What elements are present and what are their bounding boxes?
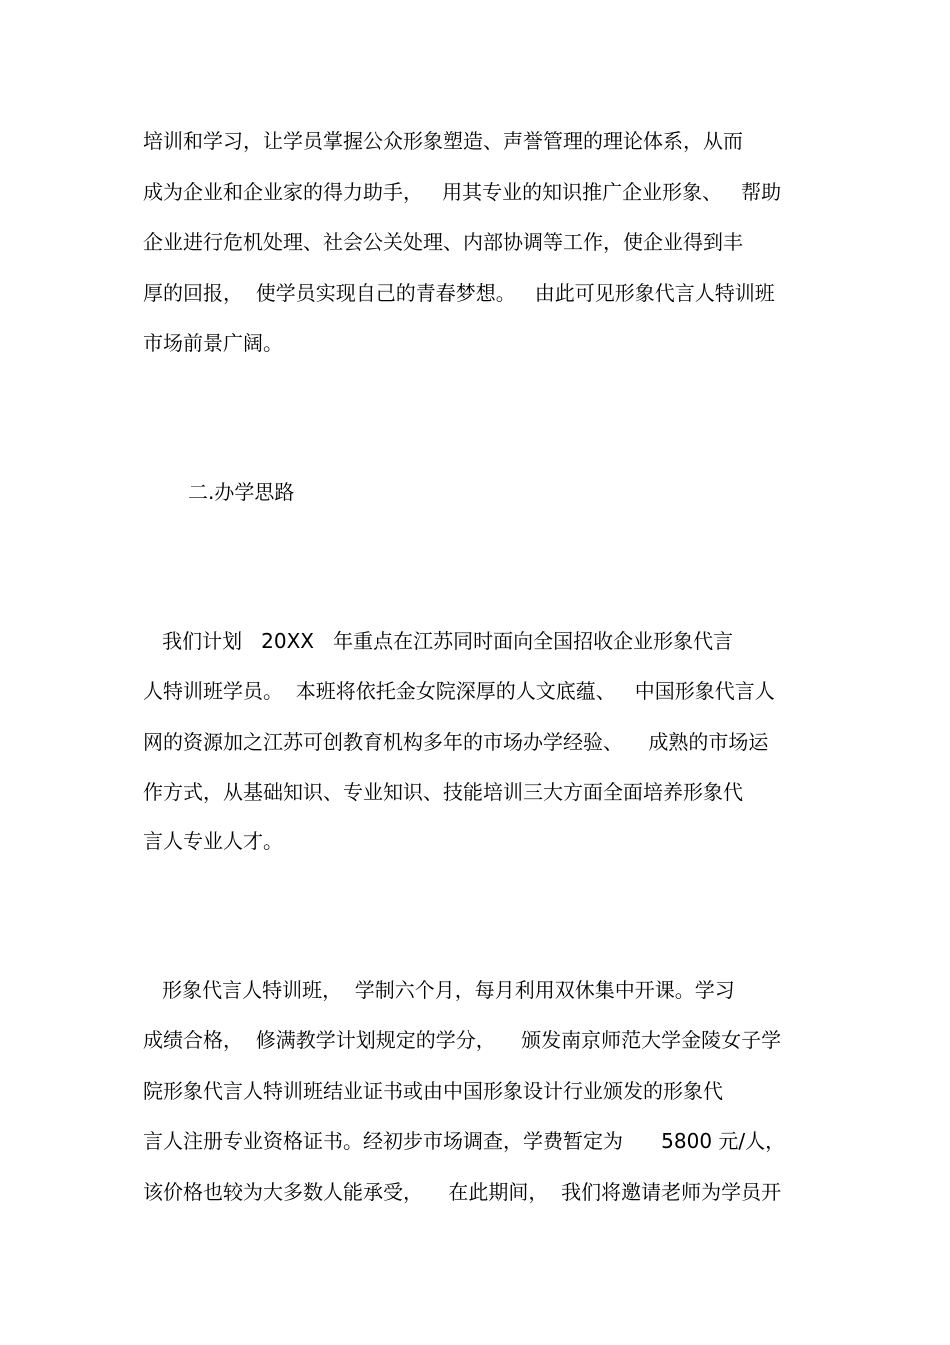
paragraph-3-line-3: 院形象代言人特训班结业证书或由中国形象设计行业颁发的形象代 [143,1079,723,1103]
paragraph-3-line-2: 成绩合格， 修满教学计划规定的学分， 颁发南京师范大学金陵女子学 [143,1028,782,1052]
paragraph-2-line-5: 言人专业人才。 [143,829,283,853]
paragraph-1-line-4: 厚的回报， 使学员实现自己的青春梦想。 由此可见形象代言人特训班 [143,281,775,305]
paragraph-2-line-2: 人特训班学员。 本班将依托金女院深厚的人文底蕴、 中国形象代言人 [143,679,775,703]
paragraph-3-line-1: 形象代言人特训班， 学制六个月，每月利用双休集中开课。学习 [143,978,735,1002]
paragraph-1-line-1: 培训和学习，让学员掌握公众形象塑造、声誉管理的理论体系，从而 [143,129,743,153]
paragraph-2-line-1: 我们计划 20XX 年重点在江苏同时面向全国招收企业形象代言 [143,629,734,653]
paragraph-1-line-2: 成为企业和企业家的得力助手， 用其专业的知识推广企业形象、 帮助 [143,180,782,204]
paragraph-1-line-3: 企业进行危机处理、社会公关处理、内部协调等工作，使企业得到丰 [143,230,743,254]
paragraph-3-line-4: 言人注册专业资格证书。经初步市场调查，学费暂定为 5800 元/人， [143,1129,786,1153]
paragraph-2-line-3: 网的资源加之江苏可创教育机构多年的市场办学经验、 成熟的市场运 [143,730,769,754]
paragraph-3-line-5: 该价格也较为大多数人能承受， 在此期间， 我们将邀请老师为学员开 [143,1180,782,1204]
paragraph-1-line-5: 市场前景广阔。 [143,331,283,355]
paragraph-2-line-4: 作方式，从基础知识、专业知识、技能培训三大方面全面培养形象代 [143,780,743,804]
section-heading: 二.办学思路 [188,480,295,504]
